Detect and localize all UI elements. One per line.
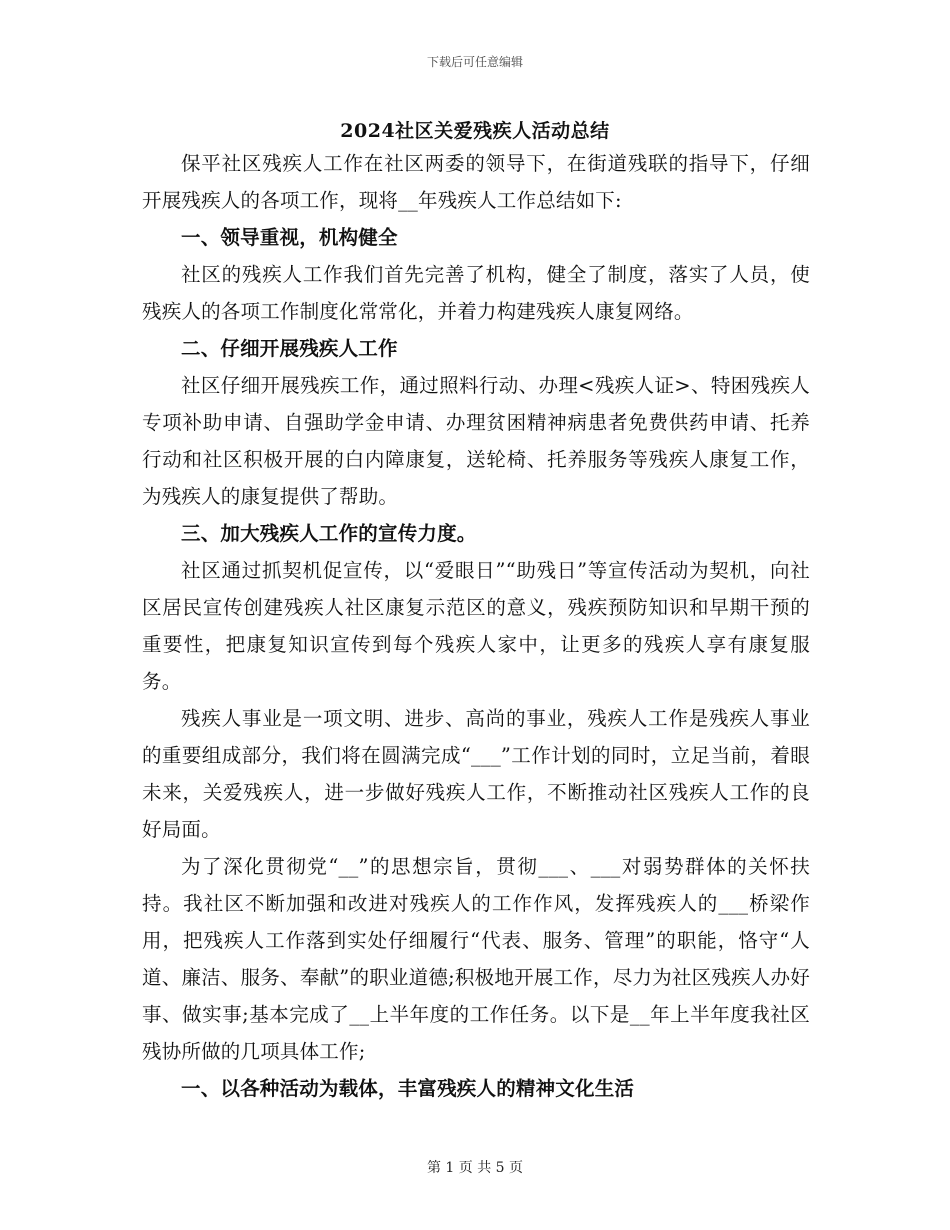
page-number: 第 1 页 共 5 页: [426, 1160, 524, 1176]
section-heading-2: 二、仔细开展残疾人工作: [181, 337, 398, 360]
section-heading-1: 一、领导重视，机构健全: [181, 226, 398, 249]
paragraph-publicity: 社区通过抓契机促宣传，以“爱眼日”“助残日”等宣传活动为契机，向社区居民宣传创建残疾人社区康复示范区的意义，残疾预防知识和早期干预的重要性，把康复知识宣传到每个残疾人家中，让更多的残疾人享有康复服务。: [142, 559, 810, 693]
paragraph-organization: 社区的残疾人工作我们首先完善了机构，健全了制度，落实了人员，使残疾人的各项工作制度化常常化，并着力构建残疾人康复网络。: [142, 263, 810, 323]
paragraph-implementation: 为了深化贯彻党“__”的思想宗旨，贯彻___、___对弱势群体的关怀扶持。我社区不断加强和改进对残疾人的工作作风，发挥残疾人的___桥梁作用，把残疾人工作落到实处仔细履行“代表、服务、管理”的职能，恪守“人道、廉洁、服务、奉献”的职业道德;积极地开展工作，尽力为社区残疾人办好事、做实事;基本完成了__上半年度的工作任务。以下是__年上半年度我社区残协所做的几项具体工作;: [142, 855, 810, 1063]
section-heading-activities: 一、以各种活动为载体，丰富残疾人的精神文化生活: [181, 1077, 635, 1100]
paragraph-intro: 保平社区残疾人工作在社区两委的领导下，在街道残联的指导下，仔细开展残疾人的各项工作，现将__年残疾人工作总结如下:: [142, 152, 810, 212]
section-heading-3: 三、加大残疾人工作的宣传力度。: [181, 522, 477, 545]
header-note: 下载后可任意编辑: [426, 55, 523, 69]
document-body: [142, 145, 810, 1107]
paragraph-work: 社区仔细开展残疾工作，通过照料行动、办理<残疾人证>、特困残疾人专项补助申请、自强助学金申请、办理贫困精神病患者免费供药申请、托养行动和社区积极开展的白内障康复，送轮椅、托养服务等残疾人康复工作，为残疾人的康复提供了帮助。: [142, 374, 810, 508]
paragraph-career: 残疾人事业是一项文明、进步、高尚的事业，残疾人工作是残疾人事业的重要组成部分，我们将在圆满完成“___”工作计划的同时，立足当前，着眼未来，关爱残疾人，进一步做好残疾人工作，不断推动社区残疾人工作的良好局面。: [142, 707, 810, 841]
document-title: 2024社区关爱残疾人活动总结: [340, 120, 610, 142]
